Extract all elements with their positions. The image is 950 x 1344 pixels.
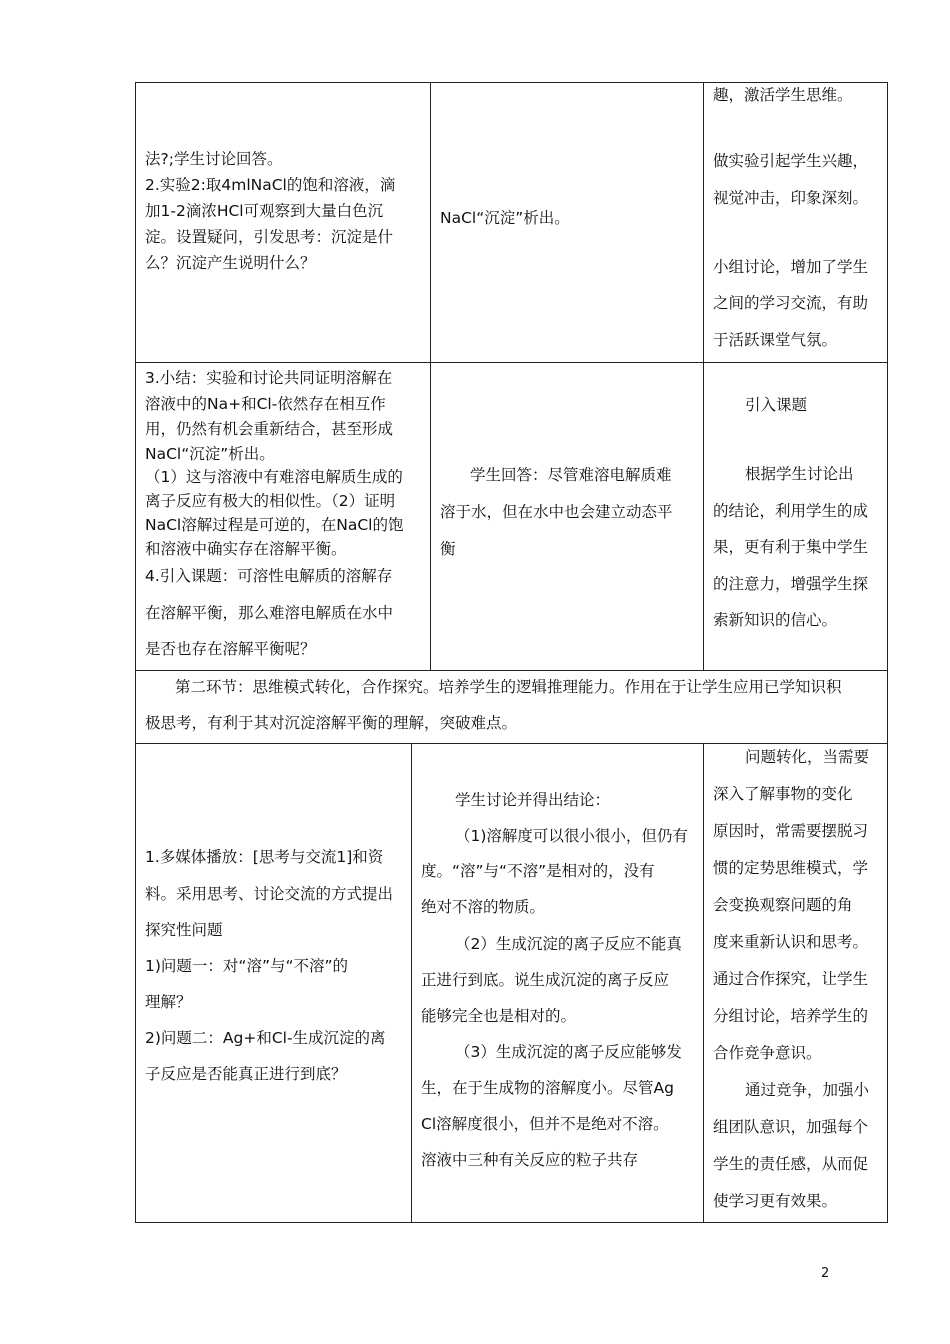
text-line: 学生的责任感，从而促 xyxy=(713,1155,869,1173)
text-line: 3.小结：实验和讨论共同证明溶解在 xyxy=(145,369,393,387)
text-line: 料。采用思考、讨论交流的方式提出 xyxy=(145,885,394,903)
text-line: 极思考，有利于其对沉淀溶解平衡的理解，突破难点。 xyxy=(145,714,518,732)
text-line: 深入了解事物的变化 xyxy=(713,785,853,803)
text-line: 引入课题 xyxy=(745,396,808,414)
text-line: 通过合作探究，让学生 xyxy=(713,970,869,988)
text-line: 淀。设置疑问，引发思考：沉淀是什 xyxy=(145,228,394,246)
text-line: 么？沉淀产生说明什么？ xyxy=(145,254,316,272)
text-line: 之间的学习交流，有助 xyxy=(713,294,869,312)
row-divider-3 xyxy=(135,743,888,744)
text-line: 生，在于生成物的溶解度小。尽管Ag xyxy=(421,1079,674,1097)
table-right-border xyxy=(887,82,888,1223)
table-bottom-border xyxy=(135,1222,888,1223)
text-line: 通过竞争，加强小 xyxy=(745,1081,870,1099)
text-line: 果，更有利于集中学生 xyxy=(713,538,869,556)
text-line: 在溶解平衡，那么难溶电解质在水中 xyxy=(145,604,394,622)
table-top-border xyxy=(135,82,888,83)
text-line: 问题转化，当需要 xyxy=(745,748,870,766)
text-line: 和溶液中确实存在溶解平衡。 xyxy=(145,540,347,558)
text-line: 能够完全也是相对的。 xyxy=(421,1007,577,1025)
text-line: 使学习更有效果。 xyxy=(713,1192,838,1210)
text-line: 分组讨论，培养学生的 xyxy=(713,1007,869,1025)
text-line: 子反应是否能真正进行到底？ xyxy=(145,1065,347,1083)
text-line: 会变换观察问题的角 xyxy=(713,896,853,914)
text-line: 法?;学生讨论回答。 xyxy=(145,150,283,168)
text-line: 是否也存在溶解平衡呢？ xyxy=(145,640,316,658)
text-line: 4.引入课题：可溶性电解质的溶解存 xyxy=(145,567,393,585)
text-line: 溶液中的Na+和Cl-依然存在相互作 xyxy=(145,395,386,413)
table-left-border xyxy=(135,82,136,1223)
text-line: 绝对不溶的物质。 xyxy=(421,898,546,916)
text-line: 的结论，利用学生的成 xyxy=(713,502,869,520)
text-line: （1)溶解度可以很小很小，但仍有 xyxy=(455,827,688,845)
text-line: 衡 xyxy=(440,540,456,558)
text-line: 做实验引起学生兴趣， xyxy=(713,152,869,170)
text-line: NaCl“沉淀”析出。 xyxy=(145,445,275,463)
text-line: 溶于水，但在水中也会建立动态平 xyxy=(440,503,673,521)
text-line: 2.实验2:取4mlNaCl的饱和溶液，滴 xyxy=(145,176,396,194)
text-line: （1）这与溶液中有难溶电解质生成的 xyxy=(145,468,403,486)
text-line: 的注意力，增强学生探 xyxy=(713,575,869,593)
text-line: 组团队意识，加强每个 xyxy=(713,1118,869,1136)
text-line: 学生回答：尽管难溶电解质难 xyxy=(470,466,672,484)
text-line: 视觉冲击，印象深刻。 xyxy=(713,189,869,207)
text-line: 原因时，常需要摆脱习 xyxy=(713,822,869,840)
text-line: 合作竞争意识。 xyxy=(713,1044,822,1062)
text-line: Cl溶解度很小，但并不是绝对不溶。 xyxy=(421,1115,669,1133)
text-line: 根据学生讨论出 xyxy=(745,465,854,483)
text-line: 2)问题二：Ag+和Cl-生成沉淀的离 xyxy=(145,1029,386,1047)
text-line: 第二环节：思维模式转化，合作探究。培养学生的逻辑推理能力。作用在于让学生应用已学知识积 xyxy=(175,678,842,696)
text-line: 于活跃课堂气氛。 xyxy=(713,331,838,349)
text-line: 溶液中三种有关反应的粒子共存 xyxy=(421,1151,639,1169)
text-line: 度。“溶”与“不溶”是相对的，没有 xyxy=(421,862,655,880)
text-line: NaCl“沉淀”析出。 xyxy=(440,209,570,227)
col-divider-2-lower xyxy=(703,743,704,1223)
text-line: （2）生成沉淀的离子反应不能真 xyxy=(455,935,682,953)
col-divider-2-upper xyxy=(703,82,704,670)
col-divider-1-lower xyxy=(411,743,412,1223)
row-divider-2 xyxy=(135,670,888,671)
text-line: 惯的定势思维模式，学 xyxy=(713,859,869,877)
text-line: 1)问题一：对“溶”与“不溶”的 xyxy=(145,957,349,975)
text-line: 小组讨论，增加了学生 xyxy=(713,258,869,276)
text-line: 度来重新认识和思考。 xyxy=(713,933,869,951)
text-line: 加1-2滴浓HCl可观察到大量白色沉 xyxy=(145,202,384,220)
col-divider-1-upper xyxy=(430,82,431,670)
text-line: NaCl溶解过程是可逆的，在NaCl的饱 xyxy=(145,516,404,534)
text-line: （3）生成沉淀的离子反应能够发 xyxy=(455,1043,682,1061)
text-line: 离子反应有极大的相似性。（2）证明 xyxy=(145,492,396,510)
text-line: 学生讨论并得出结论： xyxy=(455,791,611,809)
text-line: 理解？ xyxy=(145,993,192,1011)
row-divider-1 xyxy=(135,362,888,363)
text-line: 正进行到底。说生成沉淀的离子反应 xyxy=(421,971,670,989)
page-number: 2 xyxy=(821,1266,830,1281)
text-line: 探究性问题 xyxy=(145,921,223,939)
text-line: 索新知识的信心。 xyxy=(713,611,838,629)
text-line: 趣，激活学生思维。 xyxy=(713,86,853,104)
text-line: 用，仍然有机会重新结合，甚至形成 xyxy=(145,420,394,438)
text-line: 1.多媒体播放：[思考与交流1]和资 xyxy=(145,848,384,866)
